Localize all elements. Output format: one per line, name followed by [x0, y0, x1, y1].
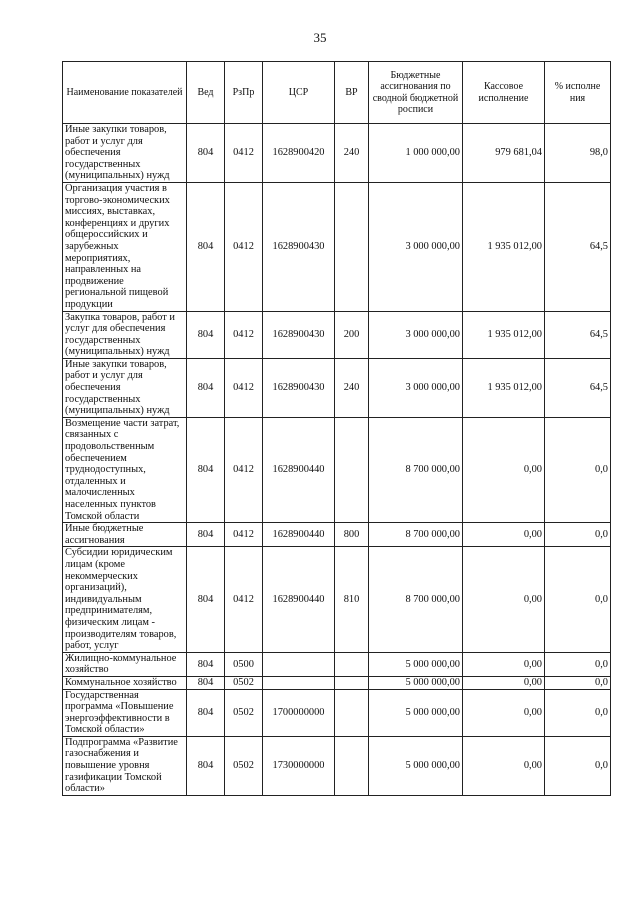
- header-csr: ЦСР: [263, 62, 335, 124]
- cell-vr: 240: [335, 124, 369, 183]
- cell-ved: 804: [187, 689, 225, 736]
- cell-vr: 240: [335, 358, 369, 417]
- cell-ved: 804: [187, 417, 225, 522]
- cell-percent: 64,5: [545, 182, 611, 311]
- cell-budget: 1 000 000,00: [369, 124, 463, 183]
- table-row: [63, 689, 611, 736]
- cell-name: Государственная программа «Повышение энергоэффективности в Томской области»: [63, 689, 187, 736]
- cell-budget: 8 700 000,00: [369, 417, 463, 522]
- header-percent: % исполне ния: [545, 62, 611, 124]
- cell-csr: 1628900430: [263, 358, 335, 417]
- cell-rzpr: 0412: [225, 311, 263, 358]
- cell-budget: 5 000 000,00: [369, 676, 463, 689]
- table-row: [63, 417, 611, 522]
- cell-csr: 1700000000: [263, 689, 335, 736]
- cell-rzpr: 0412: [225, 182, 263, 311]
- table-row: [63, 358, 611, 417]
- cell-name: Закупка товаров, работ и услуг для обеспечения государственных (муниципальных) нужд: [63, 311, 187, 358]
- cell-vr: [335, 689, 369, 736]
- cell-vr: 200: [335, 311, 369, 358]
- cell-csr: 1628900440: [263, 547, 335, 652]
- cell-vr: [335, 417, 369, 522]
- cell-name: Организация участия в торгово-экономических миссиях, выставках, конференциях и других общероссийских и зарубежных мероприятиях, направленных на продвижение региональной пищевой продукции: [63, 182, 187, 311]
- cell-rzpr: 0502: [225, 689, 263, 736]
- cell-ved: 804: [187, 182, 225, 311]
- cell-percent: 0,0: [545, 676, 611, 689]
- cell-csr: [263, 676, 335, 689]
- cell-csr: [263, 652, 335, 676]
- cell-ved: 804: [187, 358, 225, 417]
- cell-ved: 804: [187, 652, 225, 676]
- cell-vr: [335, 182, 369, 311]
- cell-percent: 0,0: [545, 547, 611, 652]
- cell-budget: 8 700 000,00: [369, 523, 463, 547]
- cell-cash: 1 935 012,00: [463, 358, 545, 417]
- table-row: [63, 652, 611, 676]
- cell-vr: 800: [335, 523, 369, 547]
- cell-name: Иные закупки товаров, работ и услуг для обеспечения государственных (муниципальных) нужд: [63, 358, 187, 417]
- cell-cash: 0,00: [463, 736, 545, 795]
- cell-vr: 810: [335, 547, 369, 652]
- table-row: [63, 124, 611, 183]
- cell-cash: 0,00: [463, 523, 545, 547]
- cell-rzpr: 0412: [225, 547, 263, 652]
- cell-rzpr: 0500: [225, 652, 263, 676]
- cell-budget: 8 700 000,00: [369, 547, 463, 652]
- header-vr: ВР: [335, 62, 369, 124]
- cell-name: Коммунальное хозяйство: [63, 676, 187, 689]
- table-body: [63, 124, 611, 796]
- table-row: [63, 523, 611, 547]
- cell-vr: [335, 736, 369, 795]
- header-cash: Кассовое исполнение: [463, 62, 545, 124]
- cell-cash: 0,00: [463, 652, 545, 676]
- cell-percent: 64,5: [545, 311, 611, 358]
- cell-vr: [335, 676, 369, 689]
- cell-rzpr: 0412: [225, 417, 263, 522]
- cell-ved: 804: [187, 523, 225, 547]
- cell-cash: 0,00: [463, 417, 545, 522]
- header-name: Наименование показателей: [63, 62, 187, 124]
- cell-cash: 0,00: [463, 547, 545, 652]
- cell-csr: 1628900430: [263, 311, 335, 358]
- cell-percent: 0,0: [545, 736, 611, 795]
- cell-cash: 979 681,04: [463, 124, 545, 183]
- cell-ved: 804: [187, 311, 225, 358]
- cell-ved: 804: [187, 124, 225, 183]
- page-number: 35: [313, 30, 327, 45]
- cell-csr: 1628900440: [263, 417, 335, 522]
- cell-cash: 1 935 012,00: [463, 311, 545, 358]
- cell-cash: 0,00: [463, 676, 545, 689]
- table-row: [63, 547, 611, 652]
- cell-budget: 3 000 000,00: [369, 182, 463, 311]
- table-row: [63, 182, 611, 311]
- cell-cash: 0,00: [463, 689, 545, 736]
- cell-percent: 0,0: [545, 417, 611, 522]
- cell-rzpr: 0412: [225, 523, 263, 547]
- cell-name: Возмещение части затрат, связанных с продовольственным обеспечением труднодоступных, отдаленных и малочисленных населенных пунктов Томской области: [63, 417, 187, 522]
- cell-name: Иные закупки товаров, работ и услуг для обеспечения государственных (муниципальных) нужд: [63, 124, 187, 183]
- cell-csr: 1730000000: [263, 736, 335, 795]
- cell-percent: 0,0: [545, 523, 611, 547]
- cell-budget: 5 000 000,00: [369, 652, 463, 676]
- cell-percent: 64,5: [545, 358, 611, 417]
- cell-rzpr: 0502: [225, 736, 263, 795]
- cell-name: Иные бюджетные ассигнования: [63, 523, 187, 547]
- cell-rzpr: 0412: [225, 124, 263, 183]
- cell-budget: 5 000 000,00: [369, 736, 463, 795]
- header-rzpr: РзПр: [225, 62, 263, 124]
- cell-name: Субсидии юридическим лицам (кроме некоммерческих организаций), индивидуальным предпринимателям, физическим лицам - производителям товаров, работ, услуг: [63, 547, 187, 652]
- cell-budget: 3 000 000,00: [369, 311, 463, 358]
- cell-cash: 1 935 012,00: [463, 182, 545, 311]
- cell-csr: 1628900440: [263, 523, 335, 547]
- cell-rzpr: 0412: [225, 358, 263, 417]
- cell-csr: 1628900430: [263, 182, 335, 311]
- cell-vr: [335, 652, 369, 676]
- cell-name: Подпрограмма «Развитие газоснабжения и повышение уровня газификации Томской области»: [63, 736, 187, 795]
- cell-csr: 1628900420: [263, 124, 335, 183]
- cell-percent: 98,0: [545, 124, 611, 183]
- cell-ved: 804: [187, 736, 225, 795]
- cell-name: Жилищно-коммунальное хозяйство: [63, 652, 187, 676]
- budget-execution-table: [62, 61, 611, 796]
- table-row: [63, 736, 611, 795]
- header-ved: Вед: [187, 62, 225, 124]
- cell-ved: 804: [187, 676, 225, 689]
- cell-ved: 804: [187, 547, 225, 652]
- cell-budget: 5 000 000,00: [369, 689, 463, 736]
- table-header-row: [63, 62, 611, 124]
- table-row: [63, 676, 611, 689]
- header-budget: Бюджетные ассигнования по сводной бюджетной росписи: [369, 62, 463, 124]
- cell-percent: 0,0: [545, 689, 611, 736]
- cell-rzpr: 0502: [225, 676, 263, 689]
- table-row: [63, 311, 611, 358]
- cell-budget: 3 000 000,00: [369, 358, 463, 417]
- cell-percent: 0,0: [545, 652, 611, 676]
